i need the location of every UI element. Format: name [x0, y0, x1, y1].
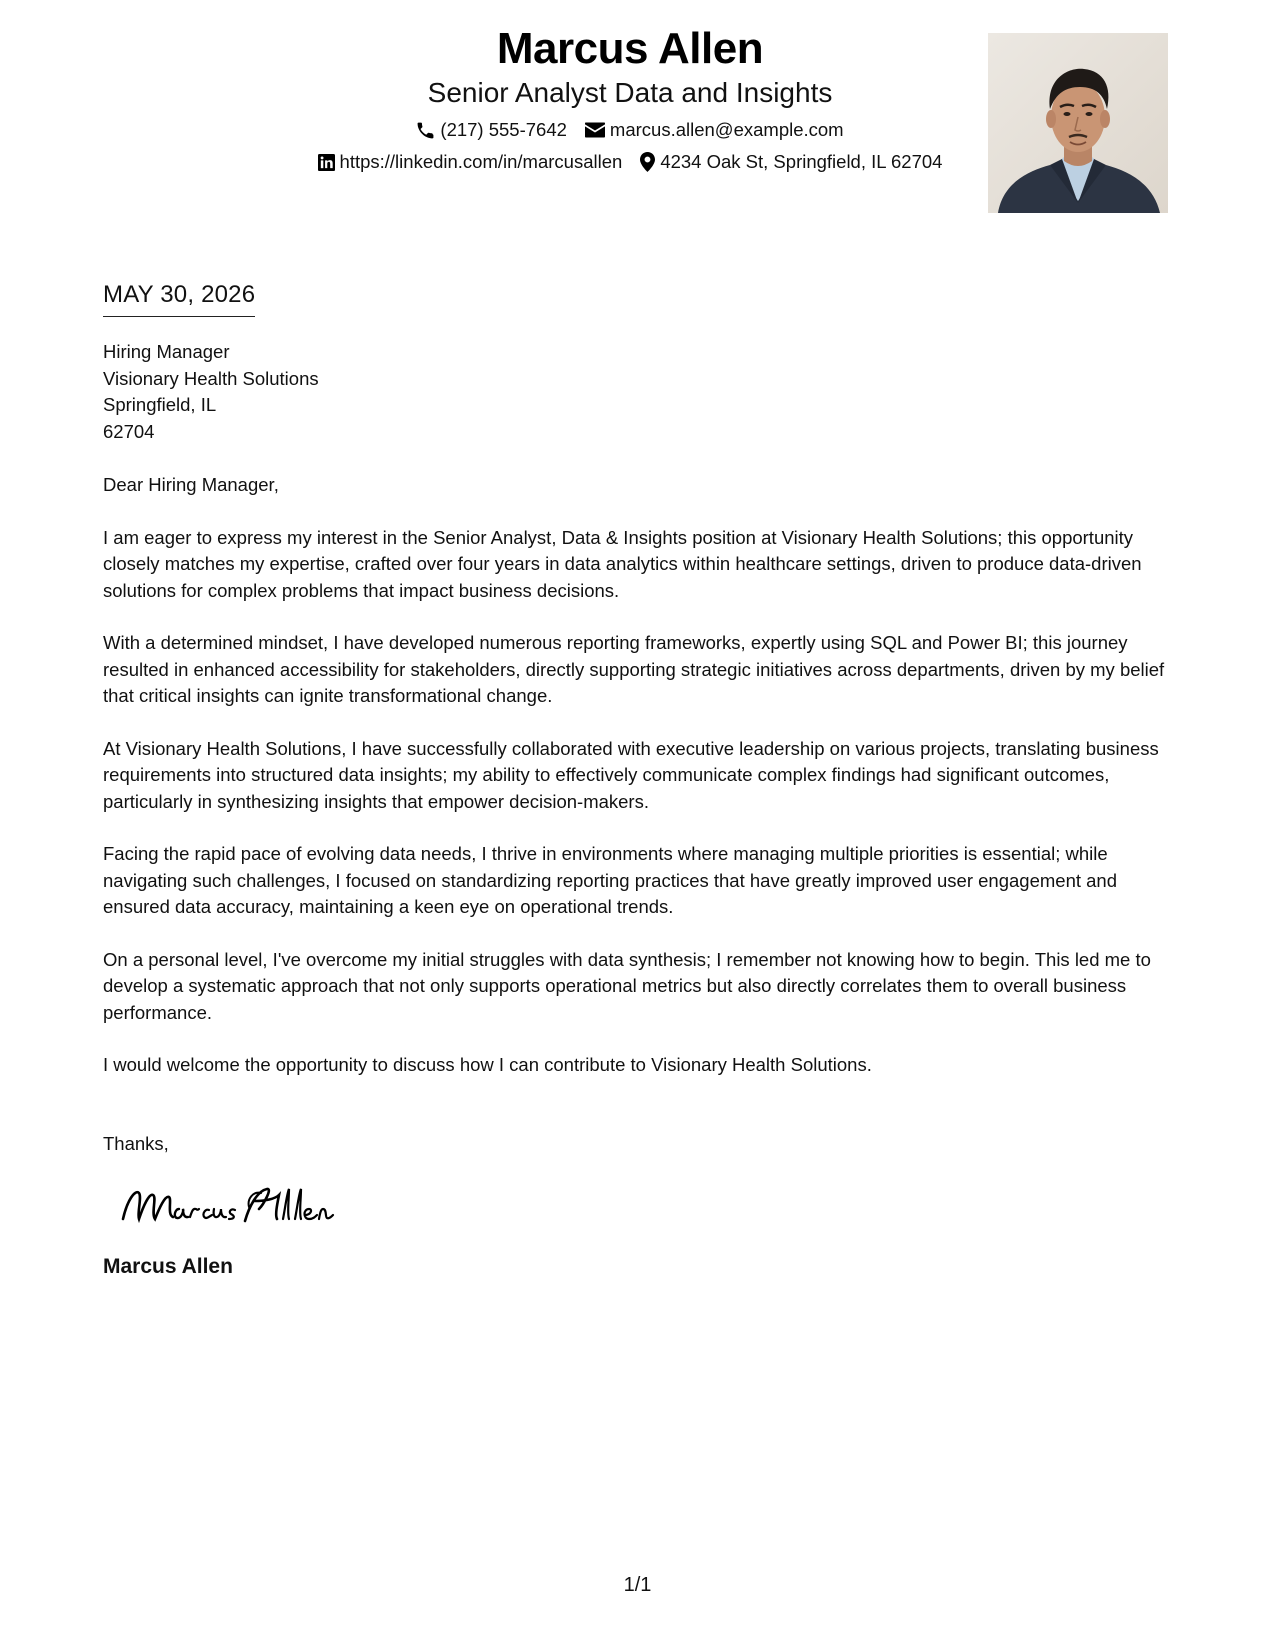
address-text: 4234 Oak St, Springfield, IL 62704 [660, 151, 943, 172]
contact-linkedin[interactable] [318, 150, 623, 174]
map-pin-icon [640, 152, 655, 172]
letter-date: MAY 30, 2026 [103, 280, 255, 317]
body-paragraph: Facing the rapid pace of evolving data needs, I thrive in environments where managing multiple priorities is essential; while navigating such challenges, I focused on standardizing reporting practices that have greatly improved user engagement and ensured data accuracy, maintaining a keen eye on operational trends. [103, 843, 1118, 917]
applicant-name: Marcus Allen [496, 24, 764, 73]
recipient-line: Visionary Health Solutions [103, 367, 319, 389]
linkedin-icon [318, 154, 335, 171]
body-paragraph: At Visionary Health Solutions, I have successfully collaborated with executive leadership on various projects, translating business requirements into structured data insights; my ability to effectively communicate complex findings had significant outcomes, particularly in synthesizing insights that empower decision-makers. [103, 737, 1159, 812]
header-info [230, 22, 1030, 174]
body-paragraph: I am eager to express my interest in the Senior Analyst, Data & Insights position at Visionary Health Solutions; this opportunity closely matches my expertise, crafted over four years in data analytics within healthcare settings, driven to produce data-driven solutions for complex problems that impact business decisions. [103, 526, 1142, 601]
contact-row-1 [230, 118, 1030, 142]
applicant-title: Senior Analyst Data and Insights [427, 77, 833, 108]
profile-photo [988, 33, 1168, 213]
envelope-icon [585, 122, 605, 138]
contact-row-2 [230, 150, 1030, 174]
body-paragraph: I would welcome the opportunity to discuss how I can contribute to Visionary Health Solutions. [103, 1054, 872, 1075]
email-text: marcus.allen@example.com [609, 119, 844, 140]
recipient-line: Hiring Manager [103, 341, 230, 362]
letter-header [0, 0, 1275, 230]
phone-text: (217) 555-7642 [440, 119, 567, 140]
body-paragraph: With a determined mindset, I have developed numerous reporting frameworks, expertly using SQL and Power BI; this journey resulted in enhanced accessibility for stakeholders, directly supporting strategic initiatives across departments, driven by my belief that critical insights can ignite transformational change. [103, 632, 1165, 706]
phone-icon [416, 121, 435, 140]
closing: Thanks, [103, 1132, 169, 1154]
recipient-line: Springfield, IL [103, 394, 217, 415]
page-indicator: 1/1 [623, 1574, 652, 1596]
handwritten-signature [117, 1179, 1178, 1235]
body-paragraph: On a personal level, I've overcome my initial struggles with data synthesis; I remember not knowing how to begin. This led me to develop a systematic approach that not only supports operational metrics but also directly correlates them to overall business performance. [103, 948, 1151, 1023]
linkedin-text: https://linkedin.com/in/marcusallen [339, 151, 623, 172]
recipient-block [103, 339, 1178, 445]
contact-phone[interactable] [416, 118, 567, 142]
letter-body [103, 280, 1178, 1281]
contact-email[interactable] [585, 118, 844, 142]
signer-name: Marcus Allen [103, 1255, 233, 1278]
salutation: Dear Hiring Manager, [103, 474, 279, 495]
contact-address [640, 150, 942, 174]
recipient-line: 62704 [103, 420, 155, 442]
